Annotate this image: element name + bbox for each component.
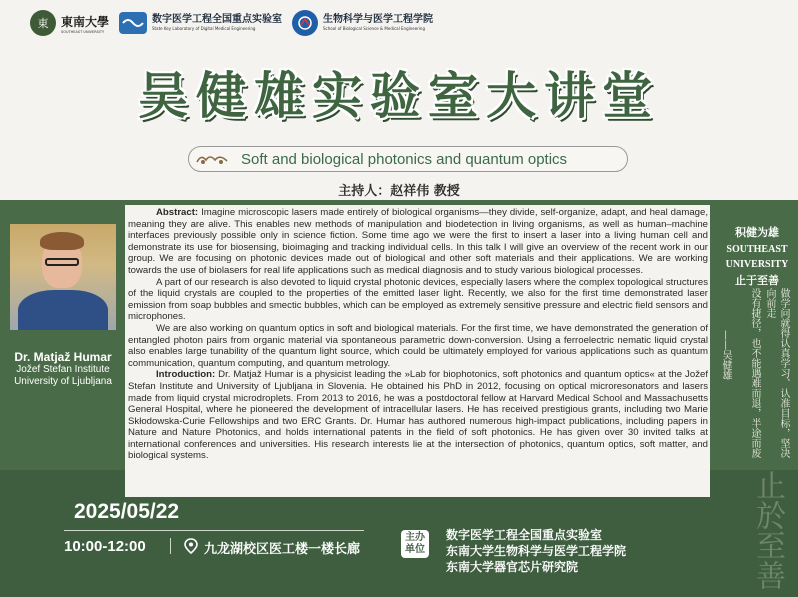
organizer-3: 东南大学器官芯片研究院 [446, 560, 579, 574]
speaker-name: Dr. Matjaž Humar [14, 350, 112, 364]
motto-en-1: SOUTHEAST [726, 244, 788, 255]
school-name-cn: 生物科学与医学工程学院 [323, 14, 434, 25]
school-logo-icon [292, 10, 318, 36]
university-motto [716, 224, 798, 288]
time-location-separator [170, 538, 171, 554]
school-name-en: School of Biological Science & Medical Engineering [323, 26, 426, 31]
introduction-text: Dr. Matjaž Humar is a physicist leading the »Lab for biophotonics, soft photonics and quantum optics« at the Jožef Stefan Institute and University of Ljubljana in Slovenia. He obtained his PhD in 2012, focusing on optical microresonators and lasers made from liquid crystal microdroplets. From 2013 to 2016, he was a postdoctoral fellow at Harvard Medical School and Massachusetts General Hospital, where he pioneered the development of intracellular lasers. He has received prestigious grants, including two Marie Skłodowska-Curie Fellowships and two ERC Grants. Dr. Humar has authored numerous high-impact publications, including papers in Nature and Nature Photonics, and holds international patents in the field of soft photonics. He has given over 30 invited talks at international conferences and universities. His research interests lie at the intersection of photonics, quantum optics, soft matter, and biological systems. [128, 369, 708, 462]
quote-author: ——吴健雄 [720, 330, 731, 380]
lab-name-cn: 数字医学工程全国重点实验室 [152, 14, 283, 25]
motto-en-2: UNIVERSITY [725, 259, 789, 270]
speaker-affiliation-1: Jožef Stefan Institute [16, 364, 110, 375]
event-location: 九龙湖校区医工楼一楼长廊 [204, 542, 361, 557]
lab-logo-icon [119, 12, 147, 34]
talk-title: Soft and biological photonics and quantum optics [241, 150, 568, 168]
talk-title-banner [188, 146, 628, 172]
divider-line [64, 530, 364, 531]
location-pin-icon [184, 538, 198, 554]
abstract-p1-text: Imagine microscopic lasers made entirely of biological organisms—they divide, self-organize, adapt, and heal damage, meaning they are alive. This enables new methods of manipulation and biodetection in living organisms, as well as human–machine interfaces previously possible only in science fiction. Some time ago we were the first to insert a laser into a living human cell and demonstrate its use for biosensing, bioimaging and tracking individual cells. In this talk I will give an overview of the recent work in our group. We are focusing on photonic devices made out of biological and other soft materials and their applications. We are working towards the use of biolasers for real life applications such as medical diagnosis and to study various biological processes. [128, 207, 708, 276]
speaker-affiliation-2: University of Ljubljana [14, 376, 112, 387]
university-name-cn: 東南大學 [61, 14, 110, 29]
university-name-en: SOUTHEAST UNIVERSITY [61, 29, 105, 34]
quote-line-1: 做学问就得认真学习、认准目标，坚决向前走 [764, 288, 789, 458]
abstract-paragraph-1 [128, 207, 708, 277]
speaker-info [2, 350, 124, 388]
quote-line-2: 没有捷径，也不能遇难而退，半途而废 [749, 288, 760, 458]
abstract-text-block [128, 207, 708, 462]
logo-row [30, 10, 433, 36]
abstract-paragraph-2: A part of our research is also devoted to liquid crystal photonic devices, especially lasers where the complex topological structures of the liquid crystals are coupled to the properties of the emitted laser light. Recently, we also for the first time demonstrated laser emission from soap bubbles and smectic bubbles, which can be employed as extremely sensitive pressure and electric field sensors and microphones. [128, 276, 708, 323]
organizer-1: 数字医学工程全国重点实验室 [446, 528, 603, 542]
organizer-2: 东南大学生物科学与医学工程学院 [446, 544, 627, 558]
calligraphy-watermark: 止於至善 [750, 470, 785, 590]
motto-cn-top: 积健为雄 [735, 226, 779, 239]
abstract-label: Abstract: [156, 207, 199, 218]
university-seal-icon: 東 [30, 10, 56, 36]
host-line: 主持人：赵祥伟 教授 [338, 184, 460, 199]
school-logo [292, 10, 433, 36]
event-date: 2025/05/22 [74, 500, 180, 523]
university-logo [30, 10, 109, 36]
motto-cn-bottom: 止于至善 [735, 274, 779, 287]
auspicious-cloud-icon [195, 151, 229, 167]
speaker-photo [10, 224, 116, 330]
organizer-list [446, 527, 626, 575]
lab-name-en: State Key Laboratory of Digital Medical Engineering [152, 26, 256, 31]
lab-logo [119, 12, 282, 34]
introduction-paragraph [128, 369, 708, 462]
abstract-paragraph-3: We are also working on quantum optics in soft and biological materials. For the first time, we have demonstrated the generation of entangled photon pairs from organic material via spontaneous parametric down-conversion. Using a ferroelectric nematic liquid crystal also enables large tunability of the quantum light source, which could be ultimately employed for various applications such as quantum communication, quantum computing, and quantum metrology. [128, 322, 708, 369]
introduction-label: Introduction: [156, 369, 216, 381]
event-time: 10:00-12:00 [64, 538, 146, 555]
lecture-series-title: 吴健雄实验室大讲堂 [138, 67, 660, 125]
organizer-badge: 主办单位 [401, 530, 429, 558]
